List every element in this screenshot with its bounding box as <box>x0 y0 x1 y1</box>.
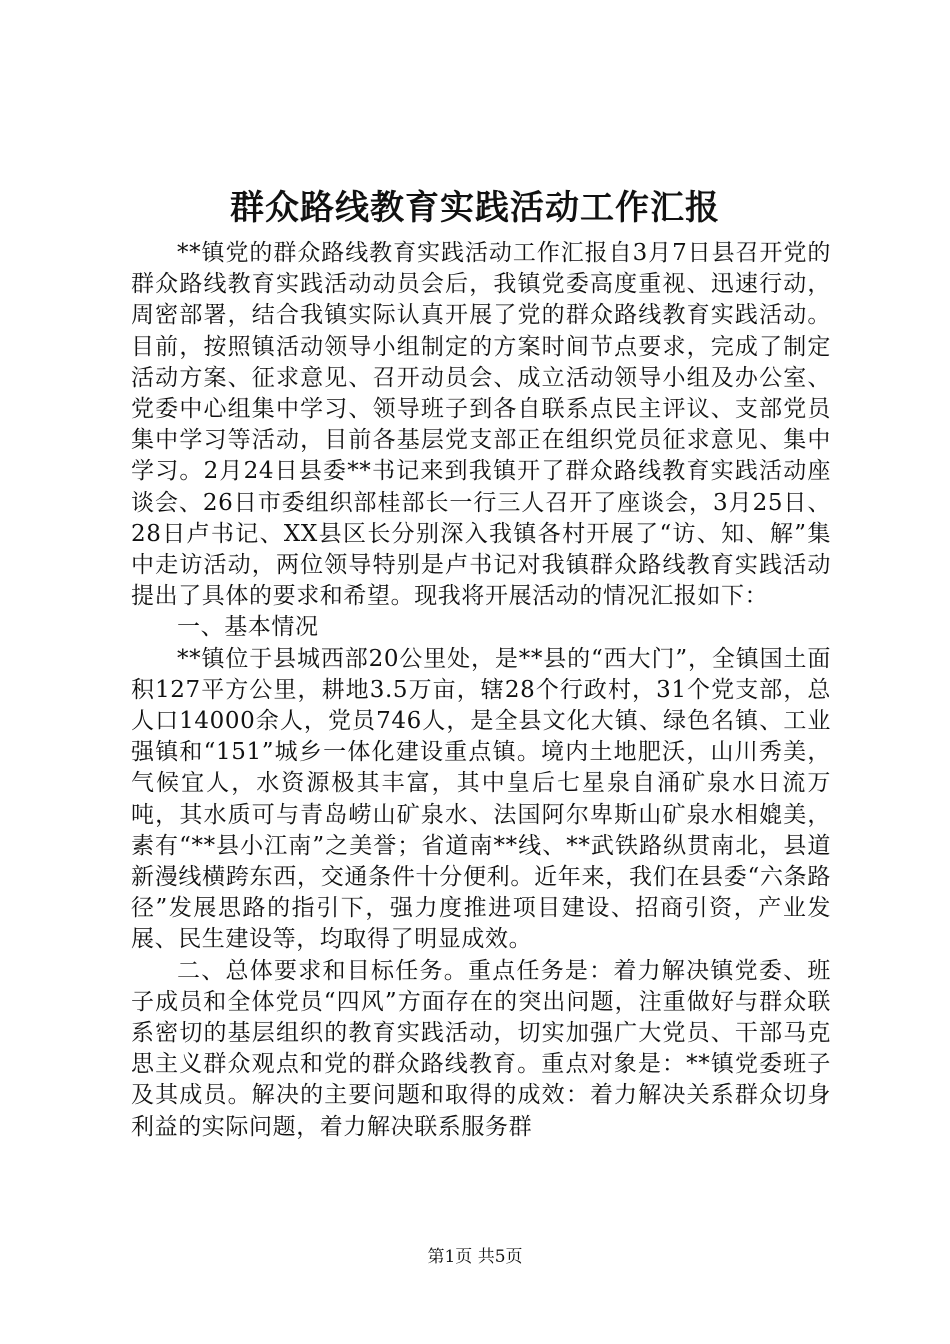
intro-paragraph: **镇党的群众路线教育实践活动工作汇报自3月7日县召开党的群众路线教育实践活动动员会后，我镇党委高度重视、迅速行动，周密部署，结合我镇实际认真开展了党的群众路线教育实践活动。目前，按照镇活动领导小组制定的方案时间节点要求，完成了制定活动方案、征求意见、召开动员会、成立活动领导小组及办公室、党委中心组集中学习、领导班子到各自联系点民主评议、支部党员集中学习等活动，目前各基层党支部正在组织党员征求意见、集中学习。2月24日县委**书记来到我镇开了群众路线教育实践活动座谈会、26日市委组织部桂部长一行三人召开了座谈会，3月25日、28日卢书记、XX县区长分别深入我镇各村开展了“访、知、解”集中走访活动，两位领导特别是卢书记对我镇群众路线教育实践活动提出了具体的要求和希望。现我将开展活动的情况汇报如下： <box>131 240 831 610</box>
section-heading-basic-situation: 一、基本情况 <box>177 614 319 641</box>
document-body <box>131 238 831 1143</box>
requirements-paragraph: 二、总体要求和目标任务。重点任务是：着力解决镇党委、班子成员和全体党员“四风”方面存在的突出问题，注重做好与群众联系密切的基层组织的教育实践活动，切实加强广大党员、干部马克思主义群众观点和党的群众路线教育。重点对象是：**镇党委班子及其成员。解决的主要问题和取得的成效：着力解决关系群众切身利益的实际问题，着力解决联系服务群 <box>131 957 831 1140</box>
document-title: 群众路线教育实践活动工作汇报 <box>230 188 720 228</box>
basic-situation-paragraph: **镇位于县城西部20公里处，是**县的“西大门”，全镇国土面积127平方公里，耕地3.5万亩，辖28个行政村，31个党支部，总人口14000余人，党员746人，是全县文化大镇、绿色名镇、工业强镇和“151”城乡一体化建设重点镇。境内土地肥沃，山川秀美，气候宜人，水资源极其丰富，其中皇后七星泉自涌矿泉水日流万吨，其水质可与青岛崂山矿泉水、法国阿尔卑斯山矿泉水相媲美，素有“**县小江南”之美誉；省道南**线、**武铁路纵贯南北，县道新漫线横跨东西，交通条件十分便利。近年来，我们在县委“六条路径”发展思路的指引下，强力度推进项目建设、招商引资，产业发展、民生建设等，均取得了明显成效。 <box>131 645 831 953</box>
page-footer: 第1页 共5页 <box>427 1247 523 1267</box>
